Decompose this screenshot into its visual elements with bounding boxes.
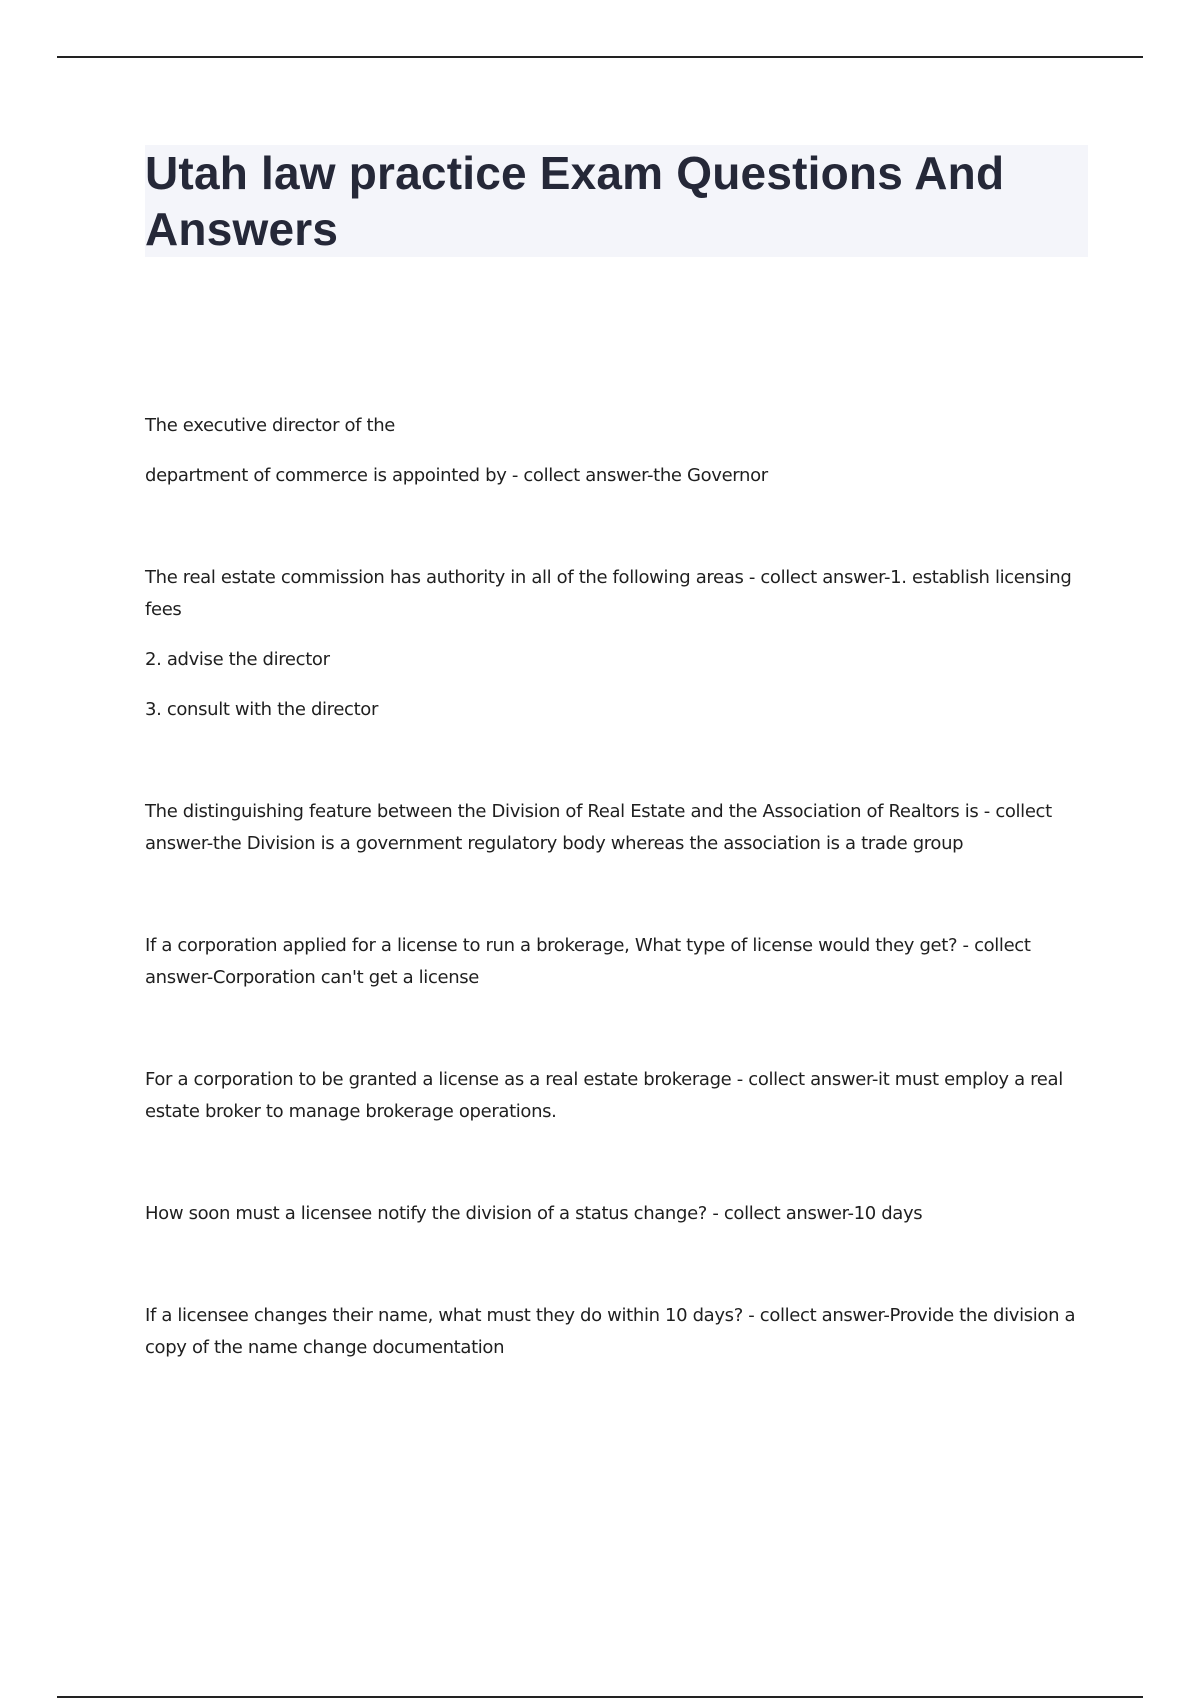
qa-text: If a corporation applied for a license to run a brokerage, What type of license would they get? - collect answer-Corporation can't get a license bbox=[145, 935, 1031, 988]
qa-text: The real estate commission has authority in all of the following areas - collect answer-1. establish licensing fees bbox=[145, 567, 1072, 620]
qa-text: For a corporation to be granted a license as a real estate brokerage - collect answer-it must employ a real estate broker to manage brokerage operations. bbox=[145, 1069, 1063, 1122]
qa-text: department of commerce is appointed by - collect answer-the Governor bbox=[145, 465, 768, 486]
qa-entry bbox=[145, 1198, 1085, 1230]
qa-text: 3. consult with the director bbox=[145, 699, 379, 720]
qa-text: The executive director of the bbox=[145, 415, 395, 436]
qa-content bbox=[145, 410, 1085, 1364]
qa-entry bbox=[145, 930, 1085, 994]
qa-entry bbox=[145, 796, 1085, 860]
qa-text: If a licensee changes their name, what must they do within 10 days? - collect answer-Provide the division a copy of the name change documentation bbox=[145, 1305, 1076, 1358]
title-block bbox=[145, 145, 1088, 257]
qa-entry bbox=[145, 1300, 1085, 1364]
bottom-rule bbox=[57, 1696, 1143, 1698]
document-title: Utah law practice Exam Questions And Answers bbox=[145, 147, 1005, 255]
qa-text: 2. advise the director bbox=[145, 649, 330, 670]
top-rule bbox=[57, 56, 1143, 58]
qa-text: How soon must a licensee notify the division of a status change? - collect answer-10 days bbox=[145, 1203, 923, 1224]
qa-text: The distinguishing feature between the Division of Real Estate and the Association of Realtors is - collect answer-the Division is a government regulatory body whereas the association is a trade group bbox=[145, 801, 1052, 854]
qa-entry bbox=[145, 410, 1085, 492]
qa-entry bbox=[145, 1064, 1085, 1128]
qa-entry bbox=[145, 562, 1085, 726]
